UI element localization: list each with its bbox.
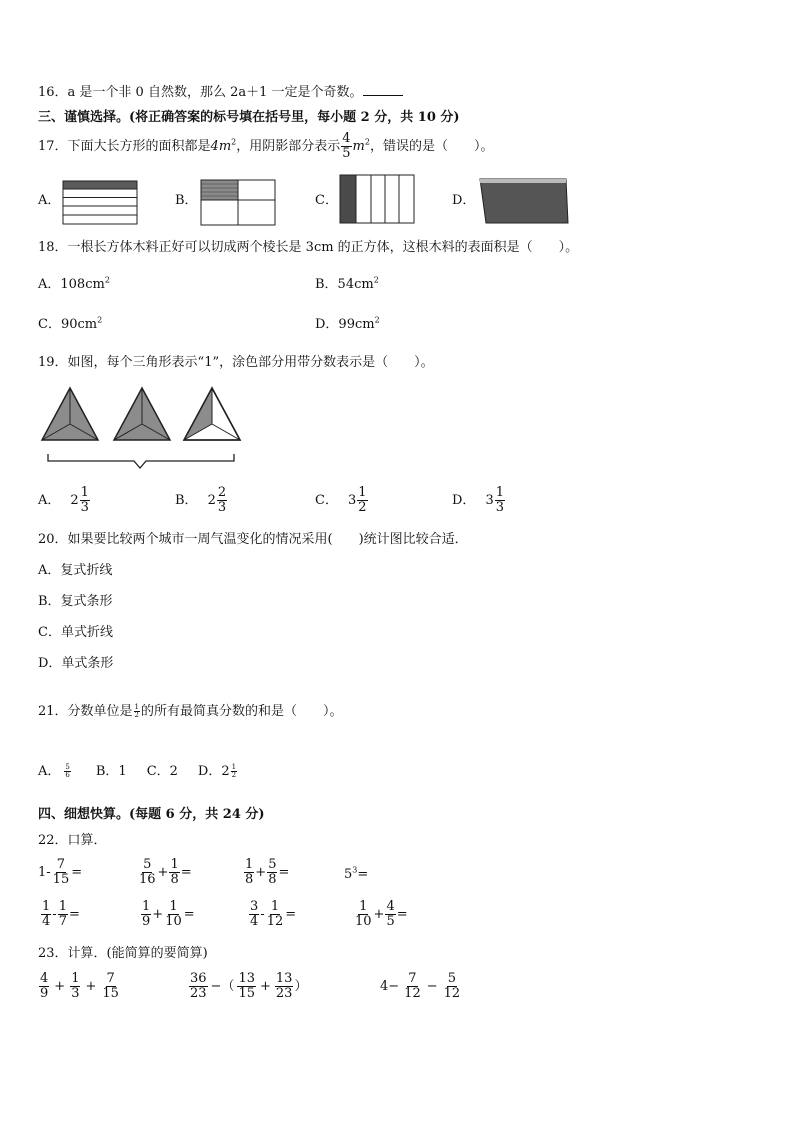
q19-option-b: B． 2 $\frac{2}{3}$ — [175, 485, 227, 515]
q17-prefix: 17．下面大长方形的面积都是 — [38, 138, 211, 154]
q17-unit: $m^2$ — [352, 137, 370, 154]
q19-option-d: D． 3 $\frac{1}{3}$ — [452, 485, 504, 515]
q23-expr-2: $\frac{36}{23}$ −（ $\frac{13}{15}$ + $\frac{13}{23}$ ） — [190, 971, 308, 1001]
q22-item-5: $\frac{1}{4}$ - $\frac{1}{7}$ = — [42, 899, 80, 929]
q20-option-d: D．单式条形 — [38, 656, 114, 671]
q16-answer-blank — [363, 85, 403, 96]
triangle-3 — [184, 388, 240, 440]
q21-unit-fraction: $\frac{1}{2}$ — [134, 703, 140, 719]
q17-fraction: $\frac{4}{5}$ — [342, 131, 351, 161]
q18-option-d: D．$99cm^2$ — [315, 315, 380, 332]
q17-line — [38, 132, 493, 160]
q17-option-c-label: C． — [315, 193, 338, 208]
q23-expr-3: 4− $\frac{7}{12}$ − $\frac{5}{12}$ — [380, 971, 461, 1001]
q16-line — [38, 85, 403, 99]
q17-area: $4m^2$ — [210, 137, 237, 154]
q20-option-a: A．复式折线 — [38, 563, 113, 578]
q22-item-4: $5^3=$ — [344, 865, 369, 882]
q22-item-2: $\frac{5}{16}$ + $\frac{1}{8}$ = — [139, 857, 192, 887]
q21-suffix: 的所有最简真分数的和是（ ）。 — [141, 704, 343, 719]
q19-text: 19．如图，每个三角形表示“1”，涂色部分用带分数表示是（ ）。 — [38, 355, 434, 370]
q19-option-a: A． 2 $\frac{1}{3}$ — [38, 485, 89, 515]
q19-option-c: C． 3 $\frac{1}{2}$ — [315, 485, 367, 515]
q19-triangles-figure — [38, 384, 248, 474]
q22-item-6: $\frac{1}{9}$ + $\frac{1}{10}$ = — [142, 899, 195, 929]
q16-text: 16．a 是一个非 0 自然数，那么 2a＋1 一定是个奇数。 — [38, 85, 363, 100]
q17-option-b-label: B． — [175, 193, 198, 208]
q20-text: 20．如果要比较两个城市一周气温变化的情况采用( )统计图比较合适． — [38, 532, 468, 547]
q23-title: 23．计算．(能简算的要简算) — [38, 946, 208, 961]
triangle-1 — [42, 388, 98, 440]
q17-suffix: ，错误的是（ ）。 — [369, 138, 494, 154]
q22-item-1: 1- $\frac{7}{15}$ = — [38, 857, 83, 887]
q18-option-c: C．$90cm^2$ — [38, 315, 103, 332]
q21-option-a-label: A． — [38, 764, 61, 779]
q20-option-b: B．复式条形 — [38, 594, 113, 609]
section3-heading: 三、谨慎选择。(将正确答案的标号填在括号里，每小题 2 分，共 10 分) — [38, 110, 460, 125]
q17-option-a-label: A． — [38, 193, 61, 208]
q17-option-d-label: D． — [452, 193, 476, 208]
q18-text: 18．一根长方体木料正好可以切成两个棱长是 3cm 的正方体，这根木料的表面积是（ ）。 — [38, 240, 579, 255]
q23-expr-1: $\frac{4}{9}$ + $\frac{1}{3}$ + $\frac{7}{15}$ — [40, 971, 119, 1001]
q21-option-b: B．1 — [95, 764, 127, 779]
q22-title: 22．口算． — [38, 833, 107, 848]
q21-prefix: 21．分数单位是 — [38, 704, 133, 719]
section4-heading: 四、细想快算。(每题 6 分，共 24 分) — [38, 807, 265, 822]
q21-option-c: C．2 — [146, 764, 178, 779]
q21-line — [38, 704, 343, 719]
q17-figure-c — [339, 174, 415, 224]
q21-option-d-fraction: $\frac{1}{2}$ — [231, 763, 237, 779]
q21-option-a-fraction: $\frac{5}{6}$ — [65, 763, 70, 779]
q18-option-a: A．$108cm^2$ — [38, 275, 110, 292]
q22-item-3: $\frac{1}{8}$ + $\frac{5}{8}$ = — [245, 857, 290, 887]
q22-item-7: $\frac{3}{4}$ - $\frac{1}{12}$ = — [250, 899, 297, 929]
q18-option-b: B．$54cm^2$ — [315, 275, 379, 292]
q20-option-c: C．单式折线 — [38, 625, 113, 640]
q22-item-8: $\frac{1}{10}$ + $\frac{4}{5}$ = — [355, 899, 408, 929]
q21-options — [38, 764, 238, 779]
q17-figure-b — [200, 179, 276, 226]
q17-figure-d — [478, 177, 570, 225]
triangle-2 — [114, 388, 170, 440]
q17-mid: ，用阴影部分表示 — [236, 138, 341, 154]
q21-option-d-label: D．2 — [197, 764, 230, 779]
q17-figure-a — [62, 180, 138, 225]
